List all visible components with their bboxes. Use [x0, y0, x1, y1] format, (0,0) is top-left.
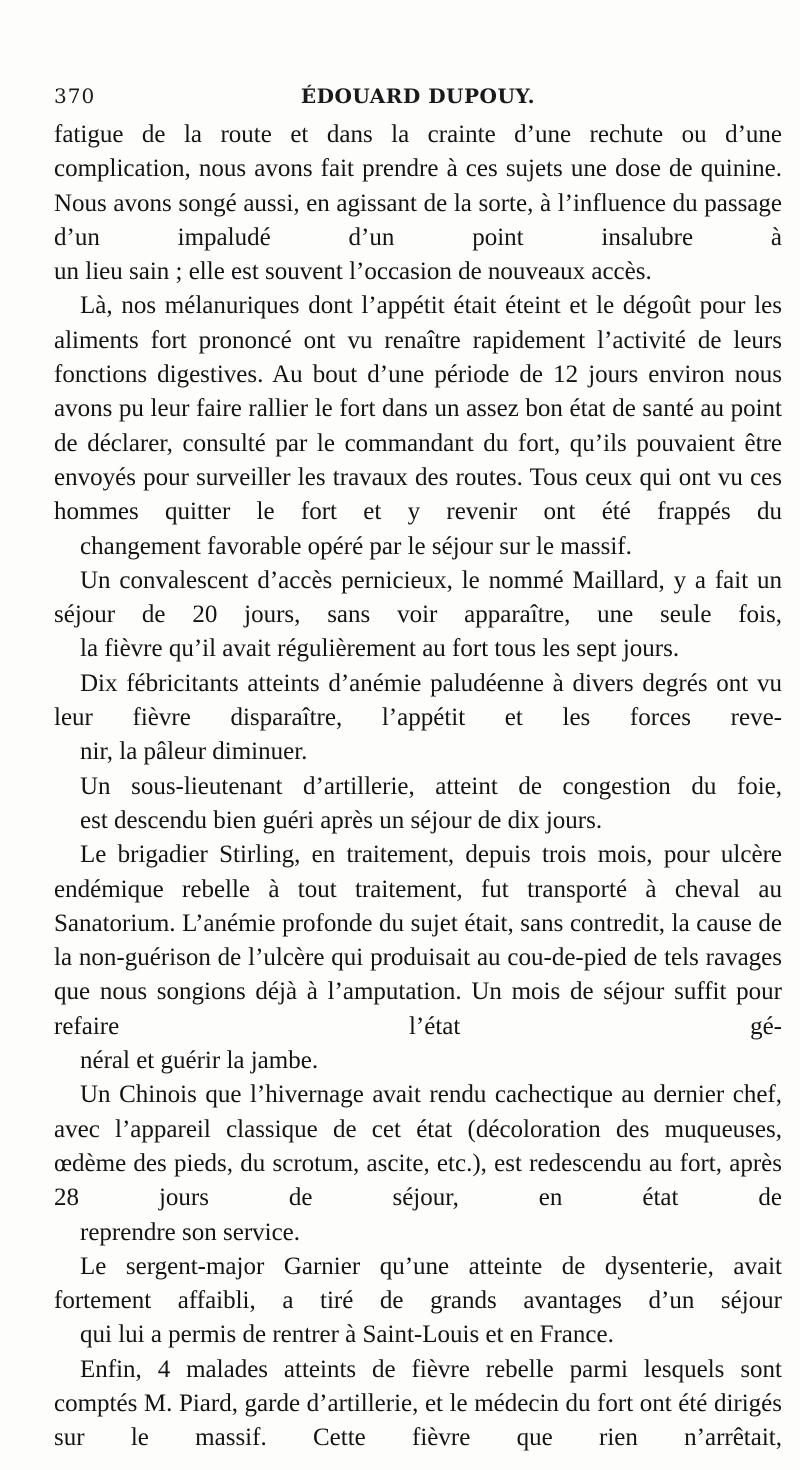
running-title: ÉDOUARD DUPOUY. [300, 84, 536, 108]
paragraph [54, 667, 782, 770]
paragraph [54, 1353, 782, 1456]
paragraph-body: Enfin, 4 malades atteints de fièvre rebelle parmi lesquels sont comptés M. Piard, garde d’artillerie, et le médecin du fort ont été dirigés sur le massif. Cette fièvre que rien n’arrêtait, [54, 1355, 782, 1452]
paragraph-last-line: qui lui a permis de rentrer à Saint-Louis et en France. [80, 1321, 614, 1349]
paragraph-body: Le sergent-major Garnier qu’une atteinte de dysenterie, avait fortement affaibli, a tiré de grands avantages d’un séjour [54, 1252, 782, 1315]
paragraph-body: Un Chinois que l’hivernage avait rendu cachectique au dernier chef, avec l’appareil classique de cet état (décoloration des muqueuses, œdème des pieds, du scrotum, ascite, etc.), est redescendu au fort, après 28 jours de séjour, en état de [54, 1081, 782, 1212]
paragraph-last-line: reprendre son service. [80, 1218, 301, 1246]
paragraph-body: Un sous-lieutenant d’artillerie, atteint de congestion du foie, [80, 772, 782, 800]
paragraph [54, 770, 782, 839]
paragraph [54, 289, 782, 563]
paragraph [54, 118, 782, 289]
paragraph-body: Là, nos mélanuriques dont l’appétit était éteint et le dégoût pour les aliments fort prononcé ont vu renaître rapidement l’activité de leurs fonctions digestives. Au bout d’une période de 12 jours environ nous avons pu leur faire rallier le fort dans un assez bon état de santé au point de déclarer, consulté par le commandant du fort, qu’ils pouvaient être envoyés pour surveiller les travaux des routes. Tous ceux qui ont vu ces hommes quitter le fort et y revenir ont été frappés du [54, 292, 782, 526]
paragraph-last-line: la fièvre qu’il avait régulièrement au fort tous les sept jours. [80, 635, 680, 663]
paragraph-last-line: changement favorable opéré par le séjour sur le massif. [80, 532, 632, 560]
paragraph-last-line: est descendu bien guéri après un séjour de dix jours. [80, 806, 603, 834]
paragraph [54, 564, 782, 667]
page-header [54, 84, 782, 118]
paragraph [54, 838, 782, 1078]
page-number: 370 [54, 84, 96, 108]
paragraph-last-line: nir, la pâleur diminuer. [80, 738, 308, 766]
paragraph-body: Le brigadier Stirling, en traitement, depuis trois mois, pour ulcère endémique rebelle à tout traitement, fut transporté à cheval au Sanatorium. L’anémie profonde du sujet était, sans contredit, la cause de la non-guérison de l’ulcère qui produisait au cou-de-pied de tels ravages que nous songions déjà à l’amputation. Un mois de séjour suffit pour refaire l’état gé- [54, 841, 782, 1040]
paragraph [54, 1078, 782, 1249]
body-text [54, 118, 782, 1456]
paragraph-last-line: un lieu sain ; elle est souvent l’occasion de nouveaux accès. [54, 258, 652, 286]
paragraph-body: Un convalescent d’accès pernicieux, le nommé Maillard, y a fait un séjour de 20 jours, sans voir apparaître, une seule fois, [54, 566, 782, 629]
paragraph-body: Dix fébricitants atteints d’anémie paludéenne à divers degrés ont vu leur fièvre disparaître, l’appétit et les forces reve- [54, 669, 782, 732]
paragraph [54, 1250, 782, 1353]
paragraph-body: fatigue de la route et dans la crainte d’une rechute ou d’une complication, nous avons fait prendre à ces sujets une dose de quinine. Nous avons songé aussi, en agissant de la sorte, à l’influence du passage d’un impaludé d’un point insalubre à [54, 121, 782, 251]
paragraph-last-line: néral et guérir la jambe. [80, 1047, 319, 1075]
